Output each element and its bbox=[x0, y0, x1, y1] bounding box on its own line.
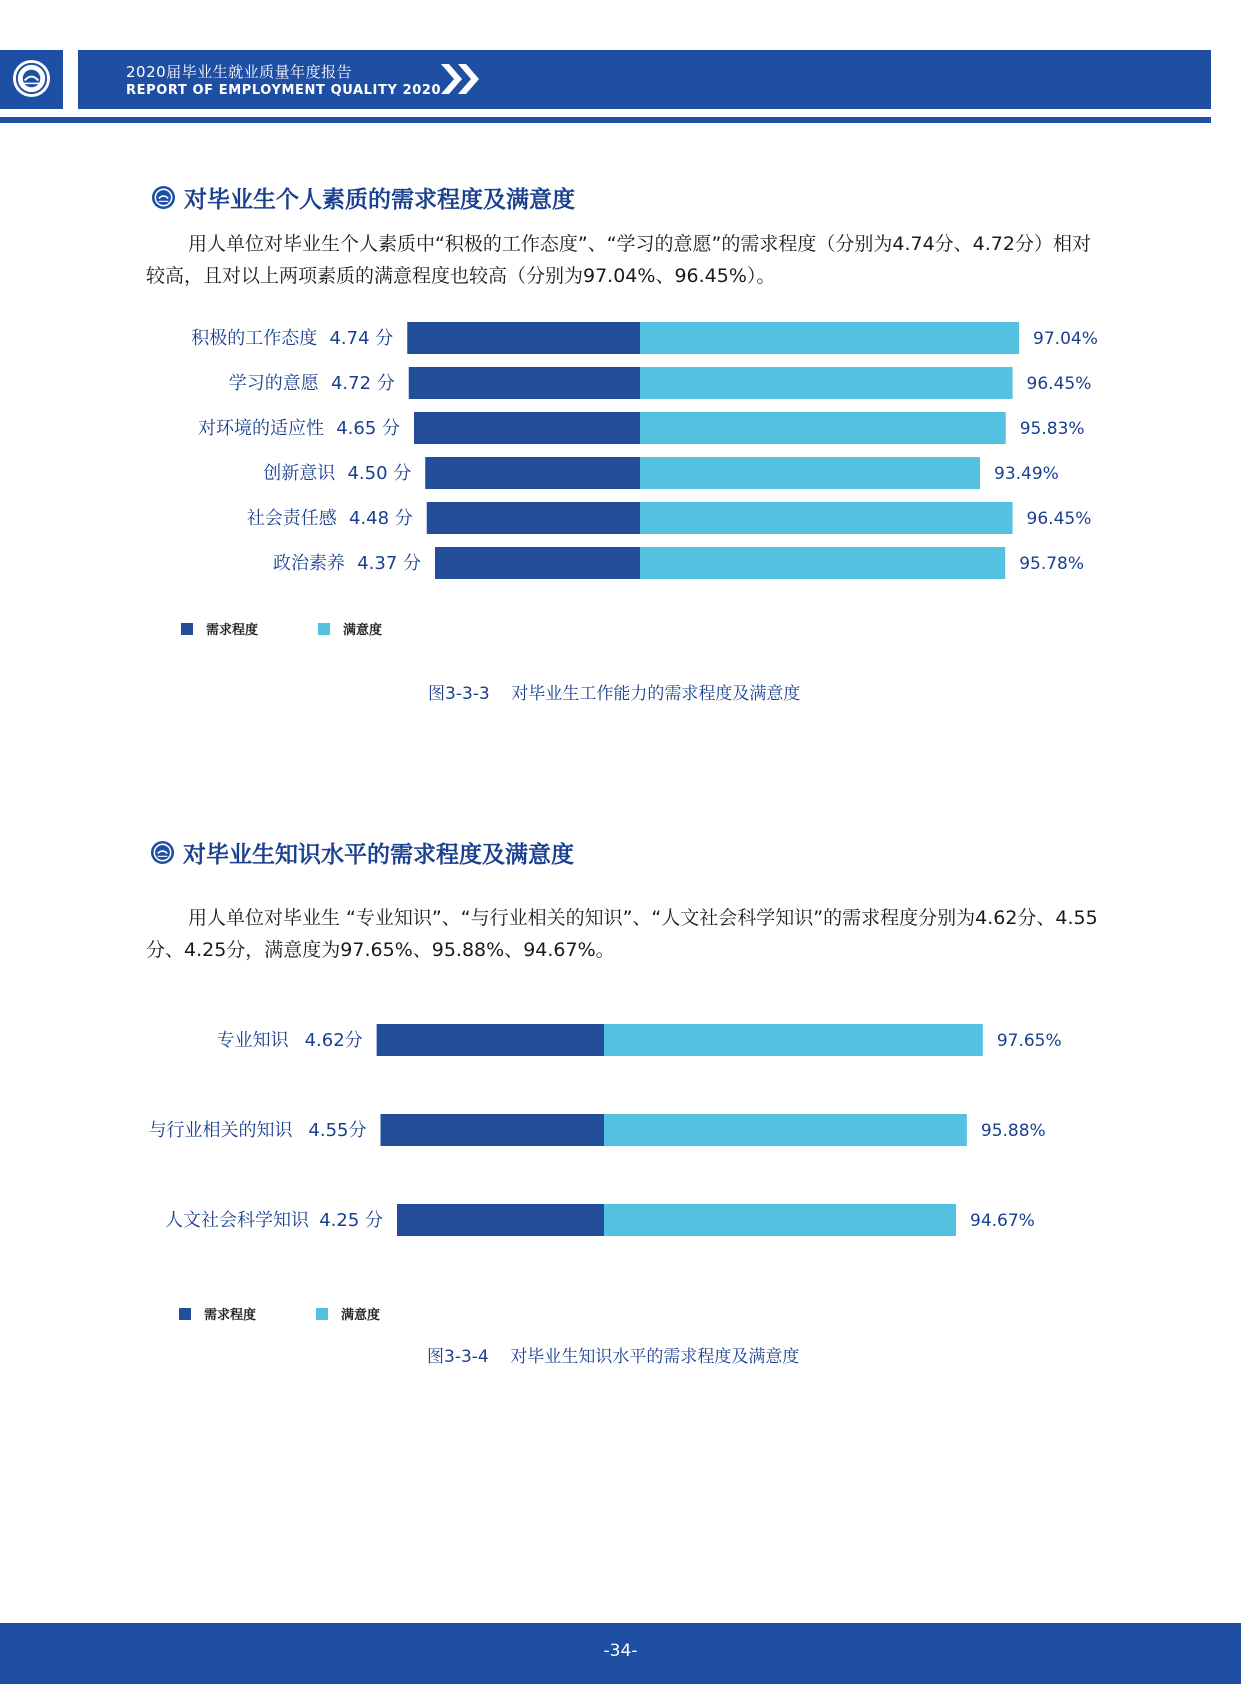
legend-label-satisfaction: 满意度 bbox=[343, 623, 383, 638]
satisfaction-bar bbox=[640, 547, 1005, 579]
demand-bar bbox=[414, 412, 640, 444]
header-band bbox=[78, 50, 1211, 109]
section-title-text: 对毕业生个人素质的需求程度及满意度 bbox=[184, 187, 575, 213]
legend-label-demand: 需求程度 bbox=[206, 623, 259, 638]
demand-value-label: 4.55分 bbox=[308, 1120, 367, 1141]
satisfaction-bar bbox=[640, 502, 1013, 534]
legend-item-demand bbox=[181, 619, 258, 638]
satisfaction-value-label: 95.78% bbox=[1019, 554, 1085, 574]
demand-bar bbox=[427, 502, 640, 534]
demand-value-label: 4.72 分 bbox=[330, 373, 395, 394]
satisfaction-bar bbox=[640, 457, 980, 489]
category-label: 积极的工作态度 bbox=[191, 328, 318, 349]
legend-swatch-satisfaction bbox=[316, 1308, 328, 1320]
legend-item-demand bbox=[179, 1304, 256, 1323]
legend-swatch-demand bbox=[181, 623, 193, 635]
section-paragraph: 用人单位对毕业生 “专业知识”、“与行业相关的知识”、“人文社会科学知识”的需求程度分别为4.62分、4.55分、4.25分，满意度为97.65%、95.88%、94.67%。 bbox=[146, 907, 1098, 961]
satisfaction-bar bbox=[640, 412, 1006, 444]
category-label: 学习的意愿 bbox=[228, 373, 319, 394]
header-rule bbox=[0, 117, 1211, 123]
legend-label-satisfaction: 满意度 bbox=[341, 1308, 381, 1323]
category-label: 人文社会科学知识 bbox=[165, 1210, 309, 1231]
satisfaction-bar bbox=[604, 1114, 967, 1146]
university-logo-icon bbox=[151, 185, 176, 210]
double-chevron-right-icon bbox=[438, 61, 484, 97]
demand-value-label: 4.74 分 bbox=[329, 328, 394, 349]
satisfaction-bar bbox=[640, 322, 1019, 354]
demand-bar bbox=[397, 1204, 604, 1236]
category-label: 政治素养 bbox=[273, 553, 345, 574]
chart-legend bbox=[179, 1304, 440, 1323]
satisfaction-value-label: 94.67% bbox=[970, 1211, 1035, 1231]
report-title-en: REPORT OF EMPLOYMENT QUALITY 2020 bbox=[126, 83, 442, 98]
category-label: 专业知识 bbox=[216, 1030, 289, 1051]
chart-knowledge-level bbox=[0, 1000, 1241, 1400]
section-title-personal-quality bbox=[151, 181, 575, 214]
header-logo-box bbox=[0, 50, 63, 109]
satisfaction-bar bbox=[604, 1024, 983, 1056]
demand-value-label: 4.65 分 bbox=[336, 418, 400, 439]
demand-value-label: 4.48 分 bbox=[348, 508, 413, 529]
satisfaction-bar bbox=[640, 367, 1013, 399]
legend-swatch-demand bbox=[179, 1308, 191, 1320]
footer-band bbox=[0, 1623, 1241, 1684]
satisfaction-value-label: 96.45% bbox=[1026, 509, 1092, 529]
report-title-cn: 2020届毕业生就业质量年度报告 bbox=[126, 63, 353, 81]
satisfaction-bar bbox=[604, 1204, 956, 1236]
category-label: 对环境的适应性 bbox=[198, 418, 324, 439]
demand-value-label: 4.37 分 bbox=[357, 553, 421, 574]
section-title-text: 对毕业生知识水平的需求程度及满意度 bbox=[183, 842, 574, 868]
category-label: 社会责任感 bbox=[246, 508, 337, 529]
satisfaction-value-label: 97.65% bbox=[996, 1031, 1062, 1051]
demand-bar bbox=[425, 457, 640, 489]
category-label: 创新意识 bbox=[263, 463, 336, 484]
demand-bar bbox=[409, 367, 640, 399]
legend-label-demand: 需求程度 bbox=[204, 1308, 257, 1323]
section-title-knowledge-level bbox=[150, 836, 574, 869]
satisfaction-value-label: 97.04% bbox=[1033, 329, 1098, 349]
figure-caption: 图3-3-3 对毕业生工作能力的需求程度及满意度 bbox=[428, 684, 801, 704]
legend-item-satisfaction bbox=[316, 1304, 380, 1323]
demand-value-label: 4.25 分 bbox=[319, 1210, 383, 1231]
university-logo-icon bbox=[12, 59, 51, 98]
demand-bar bbox=[377, 1024, 604, 1056]
chart-personal-quality bbox=[0, 300, 1241, 900]
demand-value-label: 4.50 分 bbox=[347, 463, 412, 484]
satisfaction-value-label: 96.45% bbox=[1026, 374, 1092, 394]
demand-bar bbox=[407, 322, 640, 354]
figure-caption: 图3-3-4 对毕业生知识水平的需求程度及满意度 bbox=[427, 1347, 800, 1367]
demand-bar bbox=[381, 1114, 605, 1146]
university-logo-icon bbox=[150, 840, 175, 865]
category-label: 与行业相关的知识 bbox=[148, 1120, 293, 1141]
legend-swatch-satisfaction bbox=[318, 623, 330, 635]
satisfaction-value-label: 95.83% bbox=[1019, 419, 1085, 439]
demand-bar bbox=[435, 547, 640, 579]
satisfaction-value-label: 93.49% bbox=[994, 464, 1059, 484]
page-number: -34- bbox=[603, 1641, 638, 1661]
demand-value-label: 4.62分 bbox=[304, 1030, 363, 1051]
satisfaction-value-label: 95.88% bbox=[980, 1121, 1046, 1141]
section-paragraph: 用人单位对毕业生个人素质中“积极的工作态度”、“学习的意愿”的需求程度（分别为4.74分、4.72分）相对较高，且对以上两项素质的满意程度也较高（分别为97.04%、96.45%）。 bbox=[146, 233, 1091, 287]
legend-item-satisfaction bbox=[318, 619, 382, 638]
chart-legend bbox=[181, 619, 442, 638]
